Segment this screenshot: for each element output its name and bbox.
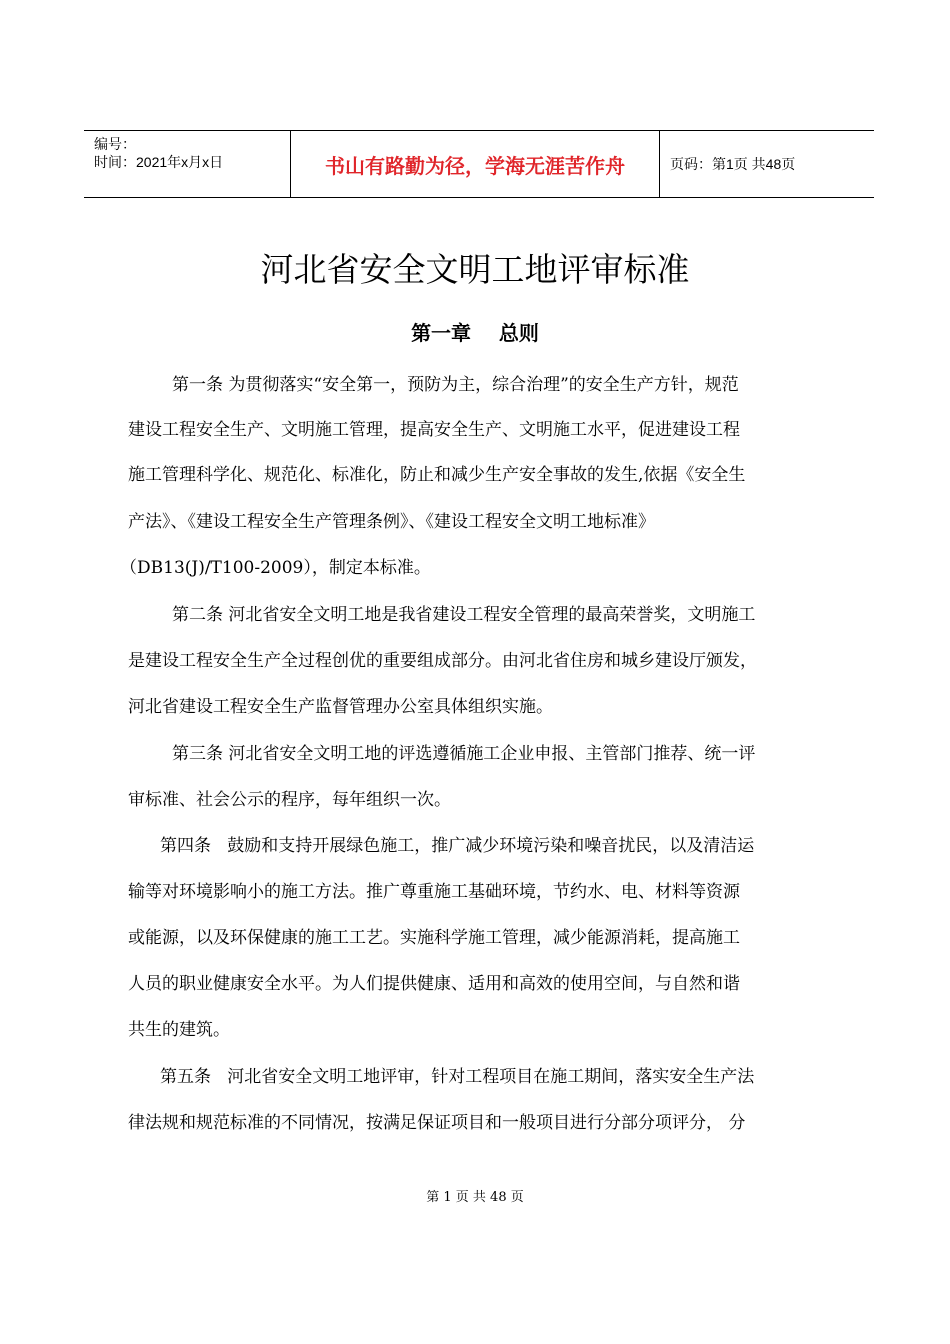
body-line: 产法》、《建设工程安全生产管理条例》、《建设工程安全文明工地标准》 xyxy=(128,512,655,532)
body-line: （DB13(J)/T100-2009），制定本标准。 xyxy=(120,558,431,578)
body-line: 第三条 河北省安全文明工地的评选遵循施工企业申报、主管部门推荐、统一评 xyxy=(172,744,756,764)
document-title: 河北省安全文明工地评审标准 xyxy=(260,250,690,289)
body-line: 律法规和规范标准的不同情况，按满足保证项目和一般项目进行分部分项评分， 分 xyxy=(128,1113,746,1133)
document-time-label: 时间：2021年x月x日 xyxy=(94,154,224,170)
body-line: 第一条 为贯彻落实“安全第一，预防为主，综合治理”的安全生产方针，规范 xyxy=(172,375,739,395)
body-line: 建设工程安全生产、文明施工管理，提高安全生产、文明施工水平，促进建设工程 xyxy=(128,420,740,440)
body-line: 输等对环境影响小的施工方法。推广尊重施工基础环境，节约水、电、材料等资源 xyxy=(128,882,740,902)
body-line: 共生的建筑。 xyxy=(128,1020,230,1040)
header-motto: 书山有路勤为径，学海无涯苦作舟 xyxy=(290,131,660,197)
header-page-info: 页码：第1页 共48页 xyxy=(670,156,796,172)
body-line: 河北省建设工程安全生产监督管理办公室具体组织实施。 xyxy=(128,697,553,717)
document-header-table xyxy=(84,130,874,198)
body-line: 是建设工程安全生产全过程创优的重要组成部分。由河北省住房和城乡建设厅颁发， xyxy=(128,651,757,671)
body-line: 第四条 鼓励和支持开展绿色施工，推广减少环境污染和噪音扰民，以及清洁运 xyxy=(160,836,755,856)
body-line: 施工管理科学化、规范化、标准化，防止和减少生产安全事故的发生,依据《安全生 xyxy=(128,465,746,485)
body-line: 第五条 河北省安全文明工地评审，针对工程项目在施工期间，落实安全生产法 xyxy=(160,1067,755,1087)
body-line: 或能源，以及环保健康的施工工艺。实施科学施工管理，减少能源消耗，提高施工 xyxy=(128,928,740,948)
chapter-heading: 第一章 总则 xyxy=(411,321,539,345)
document-number-label: 编号： xyxy=(94,136,136,152)
body-line: 人员的职业健康安全水平。为人们提供健康、适用和高效的使用空间，与自然和谐 xyxy=(128,974,740,994)
header-meta-cell xyxy=(84,131,290,197)
body-line: 审标准、社会公示的程序，每年组织一次。 xyxy=(128,790,451,810)
page-footer: 第 1 页 共 48 页 xyxy=(426,1190,524,1205)
body-line: 第二条 河北省安全文明工地是我省建设工程安全管理的最高荣誉奖，文明施工 xyxy=(172,605,756,625)
